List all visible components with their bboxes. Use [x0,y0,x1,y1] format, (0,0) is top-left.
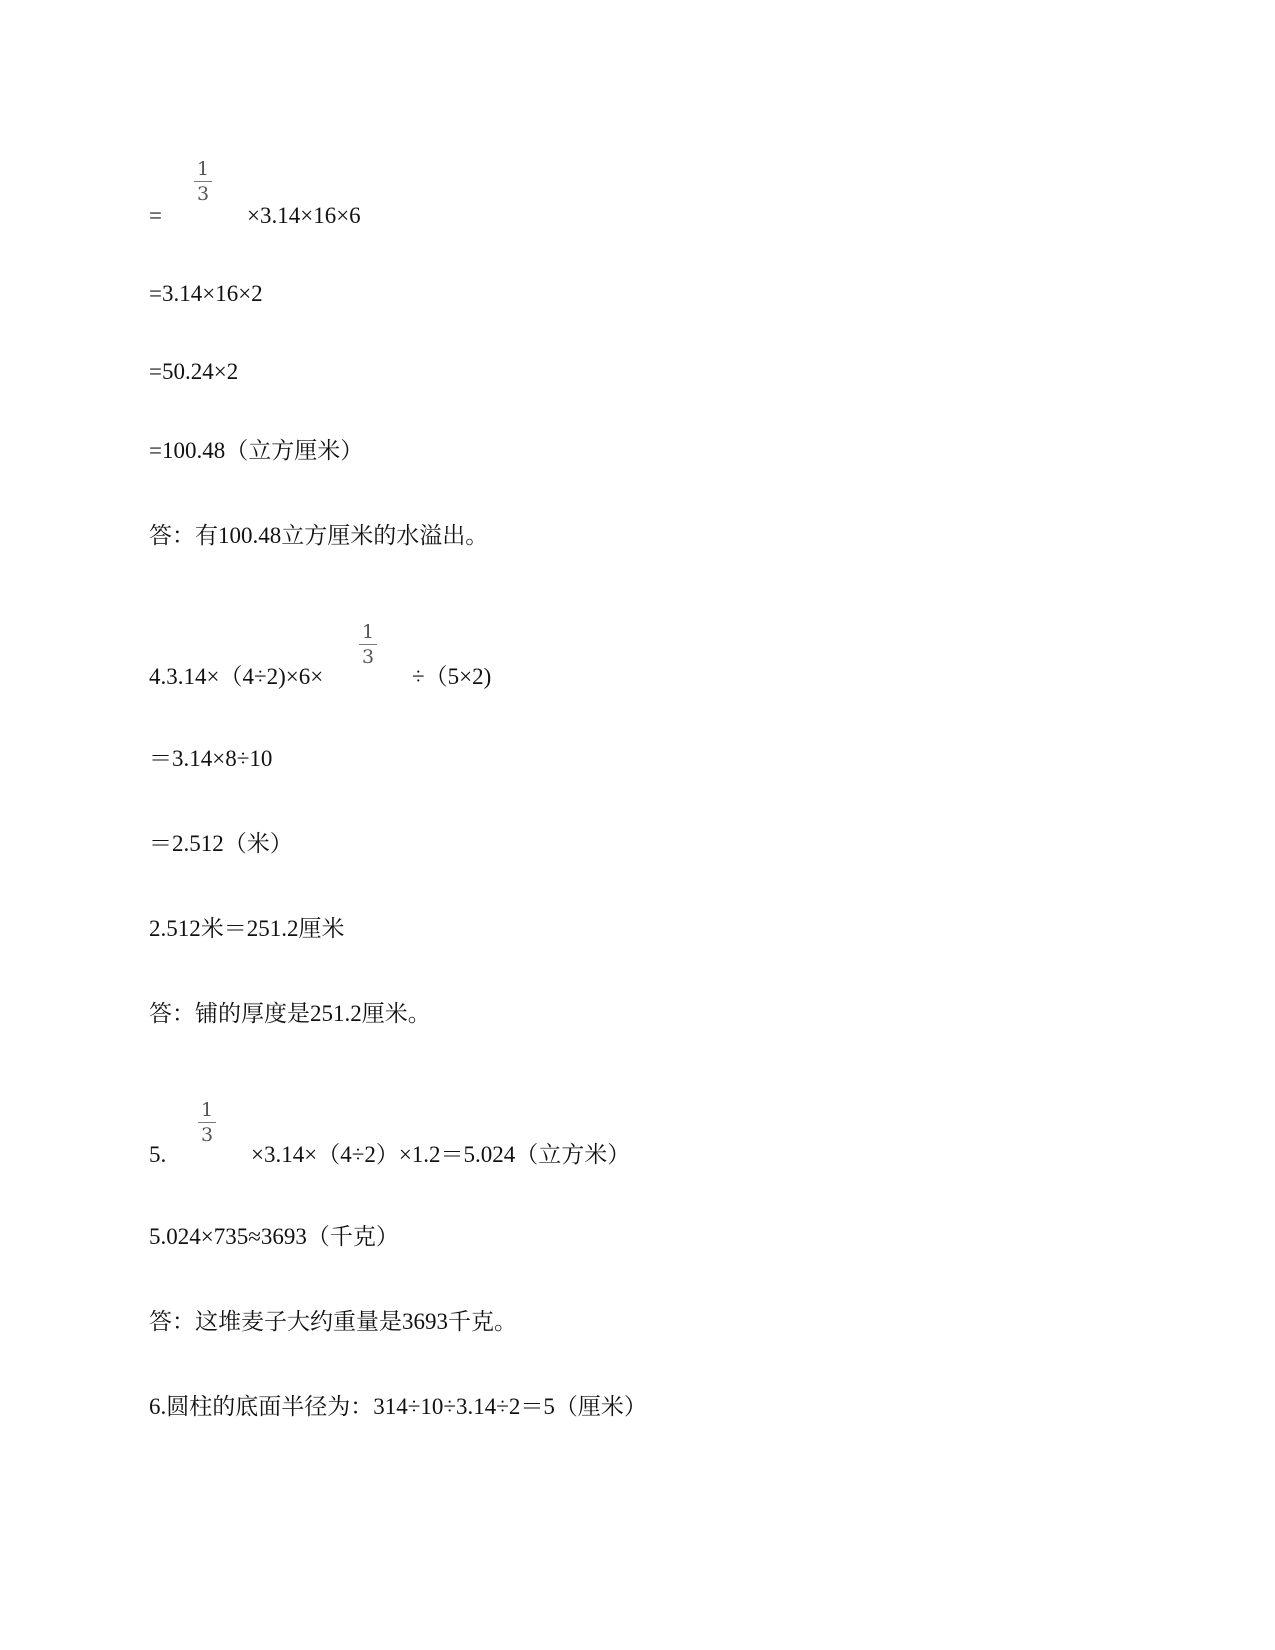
fraction-bar [359,644,377,645]
s3-line2: =3.14×16×2 [149,281,263,306]
s3-line3: =50.24×2 [149,359,239,384]
s4-fraction [357,621,379,668]
s5-line2: 5.024×735≈3693（千克） [149,1224,399,1249]
s3-fraction-denominator: 3 [196,183,210,205]
s5-fraction-numerator: 1 [200,1099,214,1121]
s6-line1: 6.圆柱的底面半径为：314÷10÷3.14÷2＝5（厘米） [149,1394,647,1419]
s5-fraction-denominator: 3 [200,1124,214,1146]
s3-answer: 答：有100.48立方厘米的水溢出。 [149,523,489,548]
fraction-bar [198,1122,216,1123]
s4-fraction-denominator: 3 [361,646,375,668]
s4-line2: ＝3.14×8÷10 [149,746,273,771]
s4-fraction-numerator: 1 [361,621,375,643]
s5-line1-suffix: ×3.14×（4÷2）×1.2＝5.024（立方米） [251,1142,631,1167]
s4-answer: 答：铺的厚度是251.2厘米。 [149,1001,431,1026]
s5-fraction [196,1099,218,1146]
s3-line1-suffix: ×3.14×16×6 [247,203,361,228]
s3-fraction [192,158,214,205]
s3-line1-prefix: = [149,203,162,228]
fraction-bar [194,181,212,182]
s4-line1-suffix: ÷（5×2) [412,664,492,689]
s3-line4: =100.48（立方厘米） [149,438,364,463]
s5-answer: 答：这堆麦子大约重量是3693千克。 [149,1309,517,1334]
s5-line1-prefix: 5. [149,1142,167,1167]
s4-line1-prefix: 4.3.14×（4÷2)×6× [149,664,324,689]
s3-fraction-numerator: 1 [196,158,210,180]
s4-line3: ＝2.512（米） [149,831,293,856]
s4-line4: 2.512米＝251.2厘米 [149,916,345,941]
